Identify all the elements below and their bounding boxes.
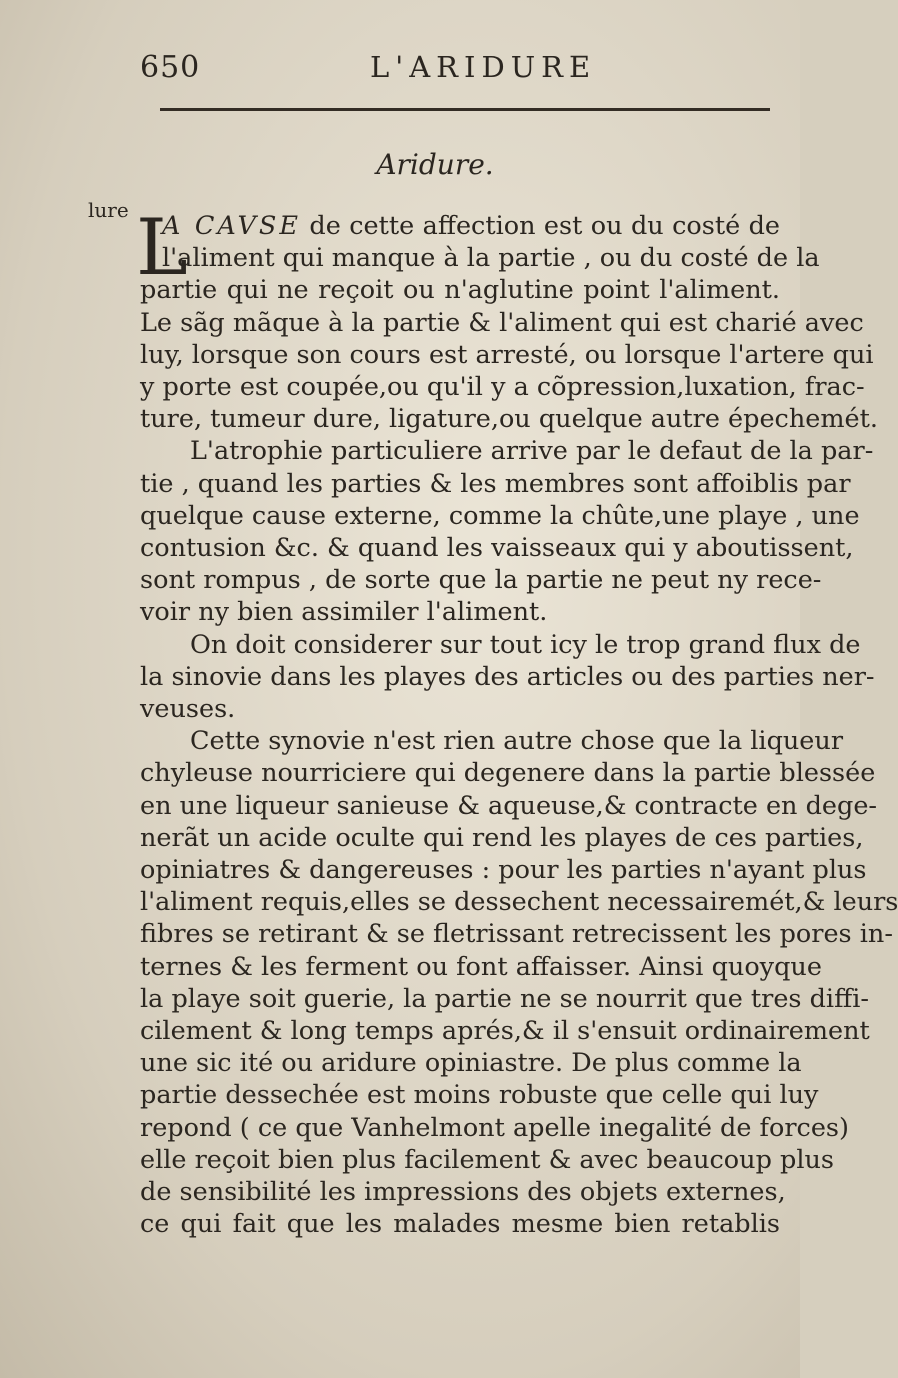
text-line: de sensibilité les impressions des objets externes, [140,1177,786,1208]
text-line: y porte est coupée,ou qu'il y a cõpression,luxation, frac- [140,372,865,403]
text-line: l'aliment requis,elles se dessechent necessairemét,& leurs [140,887,898,918]
body-text [110,203,898,1241]
text-line: la playe soit guerie, la partie ne se nourrit que tres diffi- [140,983,869,1014]
text-line: veuses. [140,694,236,725]
text-line: cilement & long temps aprés,& il s'ensuit ordinairement [140,1016,870,1047]
text-line: fibres se retirant & se fletrissant retrecissent les pores in- [140,919,893,950]
opening-words: A CAVSE [162,211,301,241]
text-line [110,210,780,242]
text-line: L'atrophie particuliere arrive par le defaut de la par- [190,436,874,467]
header-rule [160,108,770,111]
margin-note: lure [88,198,129,222]
text-line: Cette synovie n'est rien autre chose que la liqueur [190,726,844,757]
text-line: nerãt un acide oculte qui rend les playes de ces parties, [140,822,864,853]
text-line: la sinovie dans les playes des articles ou des parties ner- [140,661,875,692]
text-line: quelque cause externe, comme la chûte,une playe , une [140,500,860,531]
text-line: luy, lorsque son cours est arresté, ou lorsque l'artere qui [140,339,874,370]
text-line: en une liqueur sanieuse & aqueuse,& contracte en dege- [140,790,878,821]
text-line: une sic ité ou aridure opiniastre. De plus comme la [140,1048,802,1079]
text-line: contusion &c. & quand les vaisseaux qui y aboutissent, [140,533,854,564]
text-line: repond ( ce que Vanhelmont apelle inegalité de forces) [140,1112,849,1143]
text-line: sont rompus , de sorte que la partie ne peut ny rece- [140,565,822,596]
text-line: ce qui fait que les malades mesme bien retablis [140,1209,780,1240]
text-line-rest: de cette affection est ou du costé de [309,211,780,241]
text-line: elle reçoit bien plus facilement & avec beaucoup plus [140,1144,834,1175]
text-line: l'aliment qui manque à la partie , ou du costé de la [162,243,820,274]
text-line: chyleuse nourriciere qui degenere dans la partie blessée [140,758,876,789]
text-line: tie , quand les parties & les membres sont affoiblis par [140,468,851,499]
section-title: Aridure. [376,148,494,181]
page-number: 650 [140,50,201,85]
text-line: partie dessechée est moins robuste que celle qui luy [140,1080,819,1111]
text-line: voir ny bien assimiler l'aliment. [140,597,548,628]
text-line: ternes & les ferment ou font affaisser. Ainsi quoyque [140,951,822,982]
running-title: L'ARIDURE [370,50,597,84]
text-line: Le sãg mãque à la partie & l'aliment qui est charié avec [140,307,864,338]
text-line: On doit considerer sur tout icy le trop grand flux de [190,629,861,660]
page-header [140,48,770,88]
text-line: ture, tumeur dure, ligature,ou quelque autre épechemét. [140,404,878,435]
text-line: opiniatres & dangereuses : pour les parties n'ayant plus [140,855,867,886]
drop-cap: L [136,203,188,293]
text-line: partie qui ne reçoit ou n'aglutine point l'aliment. [140,275,780,306]
